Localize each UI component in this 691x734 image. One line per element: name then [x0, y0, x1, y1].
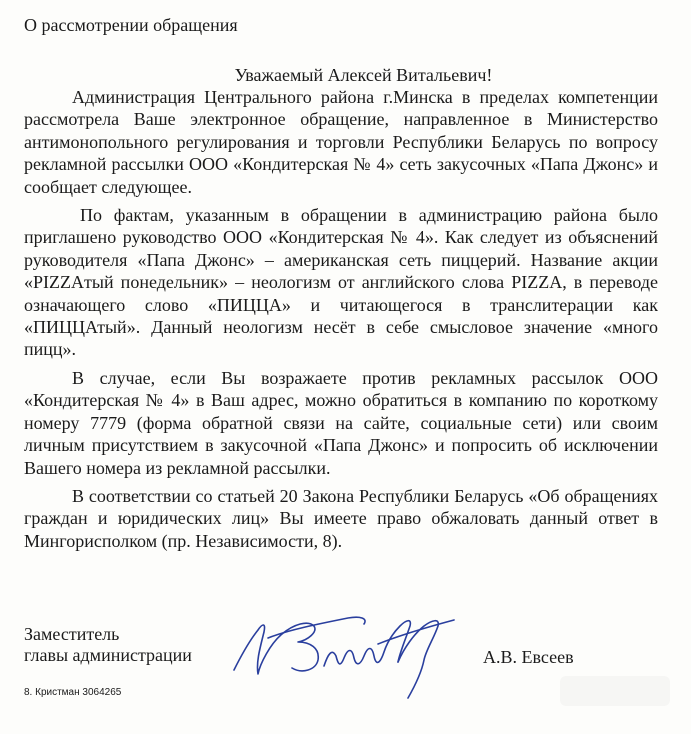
signer-name: А.В. Евсеев — [483, 647, 574, 667]
paragraph-4: В соответствии со статьей 20 Закона Республики Беларусь «Об обращениях граждан и юридических лиц» Вы имеете право обжаловать данный ответ в Мингорисполком (пр. Независимости, 8). — [24, 485, 658, 551]
letter-body — [24, 86, 658, 556]
letter-greeting: Уважаемый Алексей Витальевич! — [234, 65, 493, 85]
paragraph-2: По фактам, указанным в обращении в администрацию района было приглашено руководство ООО «Кондитерская № 4». Как следует из объяснений руководителя «Папа Джонс» – американская сеть пиццерий. Название акции «PIZZAтый понедельник» – неологизм от английского слова PIZZA, в переводе означающего слово «ПИЦЦА» и читающегося в транслитерации как «ПИЦЦАтый». Данный неологизм несёт в себе смысловое значение «много пицц». — [24, 205, 658, 360]
paragraph-3: В случае, если Вы возражаете против рекламных рассылок ООО «Кондитерская № 4» в Ваш адрес, можно обратиться в компанию по короткому номеру 7779 (форма обратной связи на сайте, социальные сети) или своим личным присутствием в закусочной «Папа Джонс» и попросить об исключении Вашего номера из рекламной рассылки. — [24, 367, 658, 478]
print-mark: 8. Кристман 3064265 — [24, 687, 122, 698]
faint-stamp-mark — [560, 676, 670, 706]
position-line-1: Заместитель — [24, 624, 120, 644]
paragraph-1: Администрация Центрального района г.Минска в пределах компетенции рассмотрела Ваше электронное обращение, направленное в Министерство антимонопольного регулирования и торговли Республики Беларусь по вопросу рекламной рассылки ООО «Кондитерская № 4» сеть закусочных «Папа Джонс» и сообщает следующее. — [24, 87, 658, 197]
position-line-2: главы администрации — [24, 645, 192, 665]
handwritten-signature — [228, 604, 468, 704]
letter-subject: О рассмотрении обращения — [24, 15, 238, 35]
signer-position — [24, 624, 192, 666]
